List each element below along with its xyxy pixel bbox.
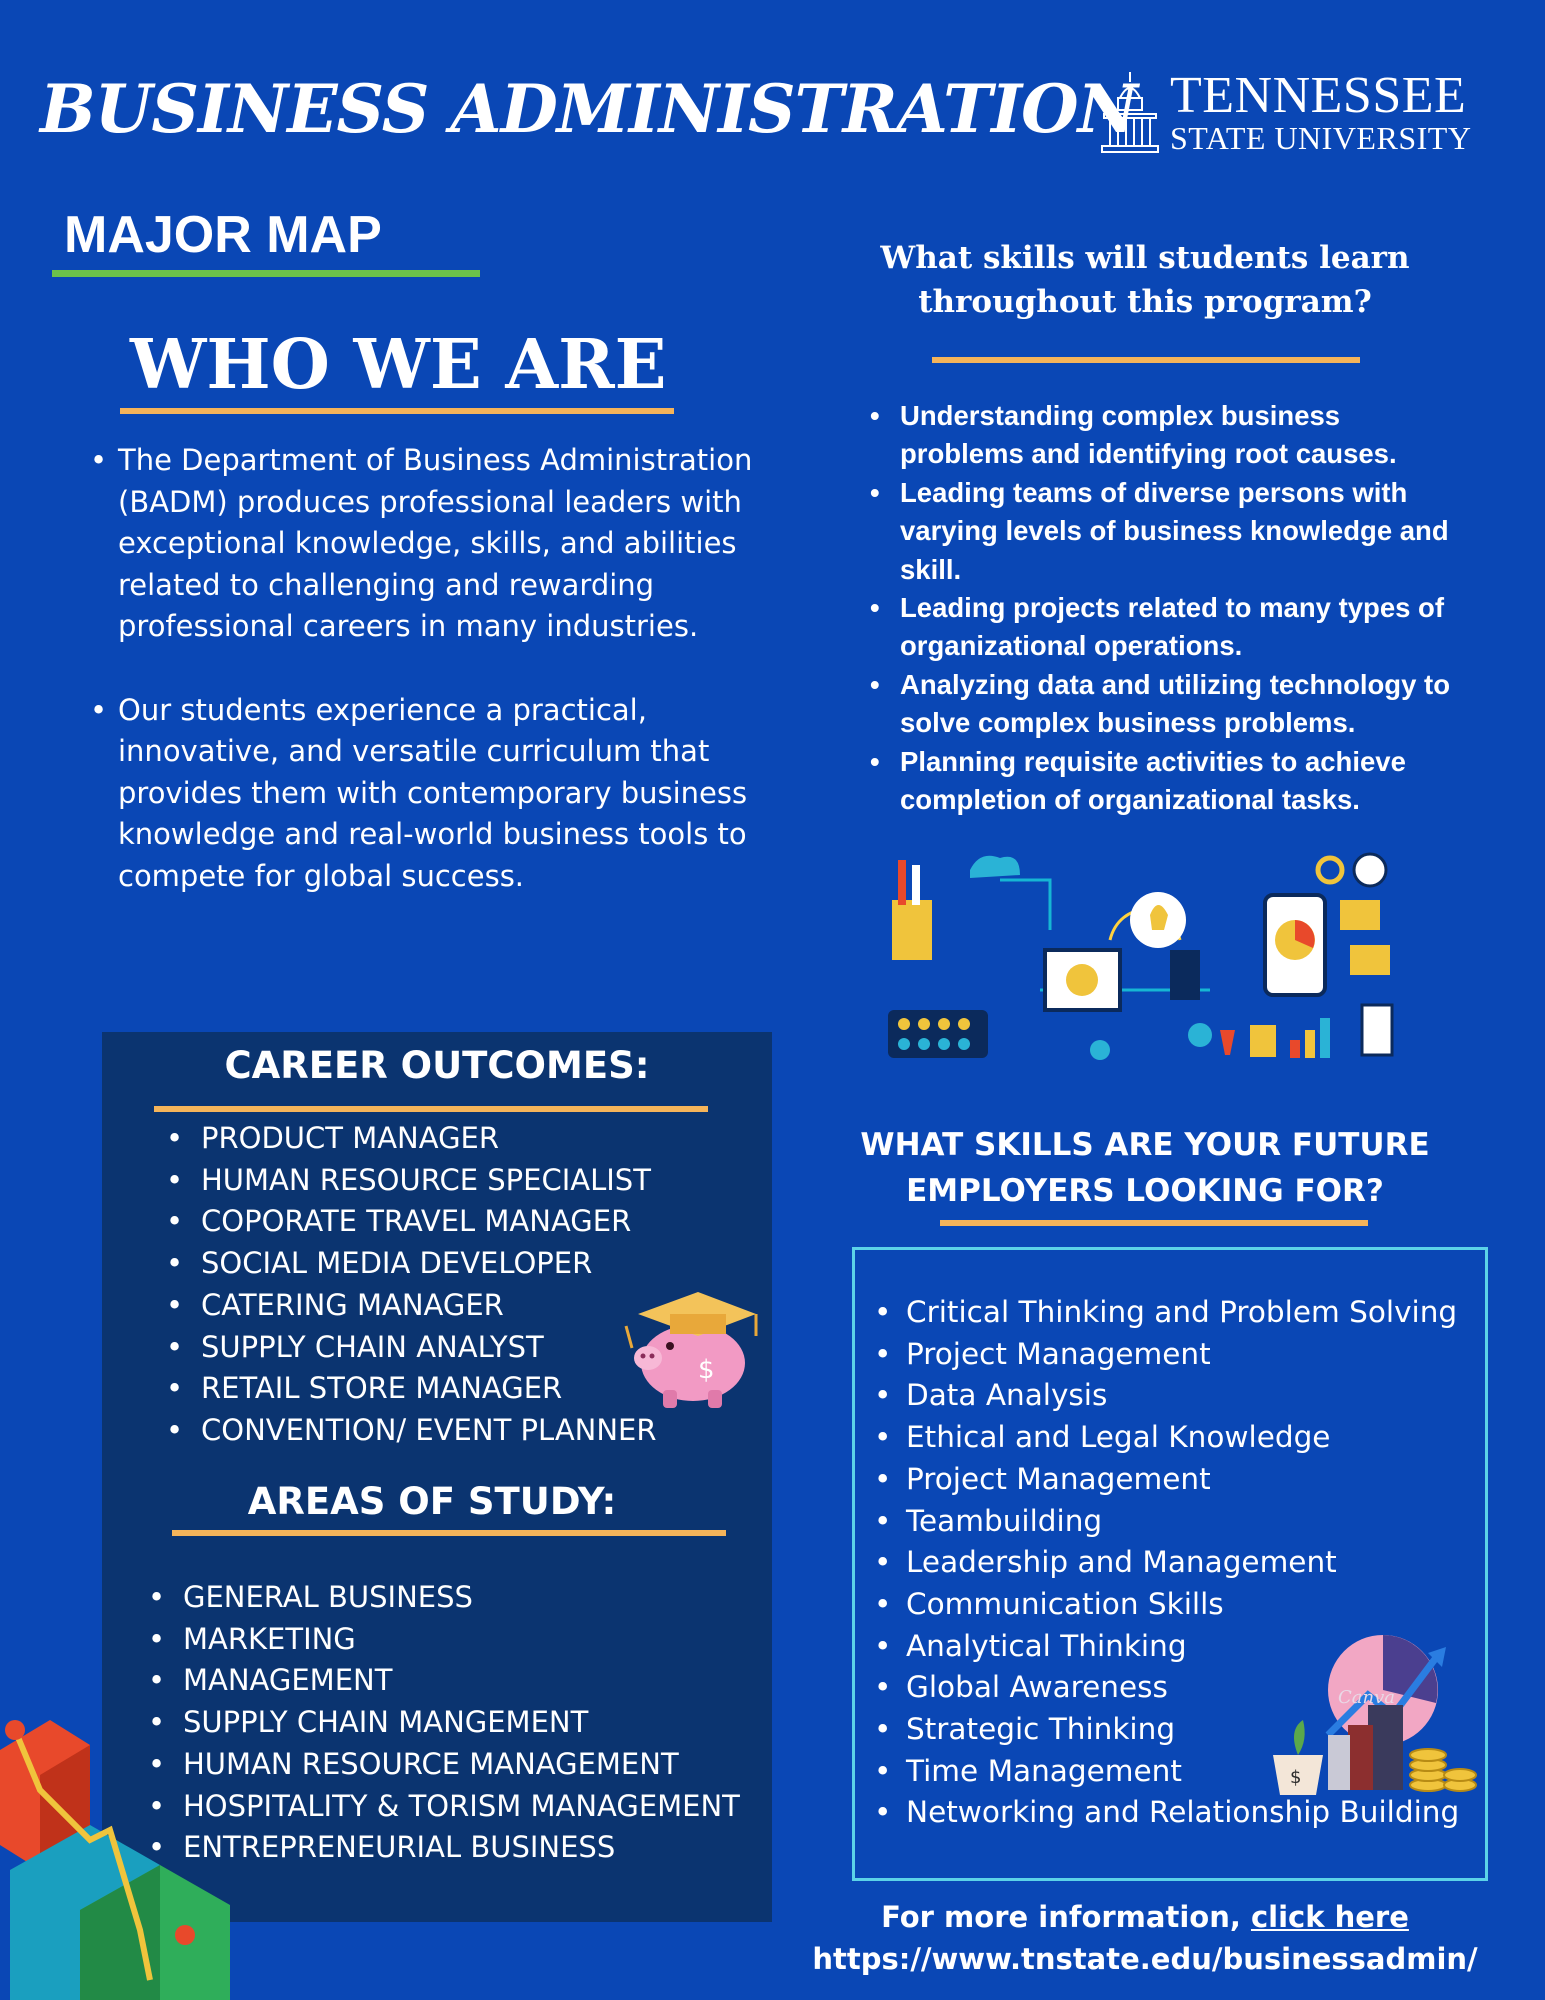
list-item: • Analytical Thinking bbox=[906, 1626, 1486, 1668]
list-item: • Time Management bbox=[906, 1751, 1486, 1793]
list-item: • Leading projects related to many types of organizational operations. bbox=[900, 589, 1460, 666]
career-outcomes-underline bbox=[154, 1106, 708, 1112]
list-item: • Communication Skills bbox=[906, 1584, 1486, 1626]
employer-skills-question-line-2: EMPLOYERS LOOKING FOR? bbox=[906, 1173, 1384, 1209]
list-item: • COPORATE TRAVEL MANAGER bbox=[201, 1201, 761, 1243]
areas-of-study-list bbox=[183, 1577, 783, 1869]
logo-line-1: TENNESSEE bbox=[1170, 67, 1467, 124]
who-we-are-list bbox=[118, 440, 758, 897]
list-item: • Strategic Thinking bbox=[906, 1709, 1486, 1751]
list-item: • HUMAN RESOURCE MANAGEMENT bbox=[183, 1744, 783, 1786]
list-item: • Understanding complex business problems and identifying root causes. bbox=[900, 397, 1460, 474]
career-outcomes-heading: CAREER OUTCOMES: bbox=[224, 1044, 650, 1087]
university-logo-icon bbox=[1098, 68, 1162, 154]
list-item: • Networking and Relationship Building bbox=[906, 1792, 1486, 1834]
list-item: • ENTREPRENEURIAL BUSINESS bbox=[183, 1827, 783, 1869]
list-item: • Data Analysis bbox=[906, 1375, 1486, 1417]
list-item: • Our students experience a practical, innovative, and versatile curriculum that provides them with contemporary business knowledge and real-world business tools to compete for global success. bbox=[118, 690, 758, 898]
footer-info-line bbox=[760, 1897, 1530, 1937]
svg-text:$: $ bbox=[1290, 1767, 1302, 1788]
list-item: • Planning requisite activities to achieve completion of organizational tasks. bbox=[900, 743, 1460, 820]
list-item: • SOCIAL MEDIA DEVELOPER bbox=[201, 1243, 761, 1285]
list-item: • Critical Thinking and Problem Solving bbox=[906, 1292, 1486, 1334]
svg-text:$: $ bbox=[698, 1355, 715, 1385]
list-item: • SUPPLY CHAIN MANGEMENT bbox=[183, 1702, 783, 1744]
list-item: • HUMAN RESOURCE SPECIALIST bbox=[201, 1160, 761, 1202]
piggy-bank-graduation-icon bbox=[618, 1278, 758, 1413]
program-skills-question-line-2: throughout this program? bbox=[918, 284, 1372, 320]
major-map-heading: MAJOR MAP bbox=[64, 206, 382, 264]
university-logo[interactable] bbox=[1098, 67, 1472, 158]
canva-watermark-text: Canva bbox=[1338, 1687, 1395, 1708]
list-item: • Leading teams of diverse persons with varying levels of business knowledge and skill. bbox=[900, 474, 1460, 589]
areas-of-study-underline bbox=[172, 1530, 726, 1536]
list-item: • CATERING MANAGER bbox=[201, 1285, 761, 1327]
employer-skills-underline bbox=[940, 1220, 1368, 1226]
click-here-link[interactable]: click here bbox=[1250, 1900, 1409, 1934]
program-skills-underline bbox=[932, 357, 1360, 363]
employer-skills-question bbox=[840, 1122, 1450, 1214]
list-item: • SUPPLY CHAIN ANALYST bbox=[201, 1327, 761, 1369]
page-title: BUSINESS ADMINISTRATION bbox=[40, 70, 1137, 148]
program-skills-question bbox=[860, 236, 1430, 324]
list-item: • Analyzing data and utilizing technology to solve complex business problems. bbox=[900, 666, 1460, 743]
footer-url[interactable]: https://www.tnstate.edu/businessadmin/ bbox=[812, 1942, 1478, 1976]
list-item: • CONVENTION/ EVENT PLANNER bbox=[201, 1410, 761, 1452]
list-item: • RETAIL STORE MANAGER bbox=[201, 1368, 761, 1410]
list-item: • The Department of Business Administration (BADM) produces professional leaders with exceptional knowledge, skills, and abilities related to challenging and rewarding professional careers in many industries. bbox=[118, 440, 758, 648]
list-item: • MARKETING bbox=[183, 1619, 783, 1661]
business-icons-illustration bbox=[880, 840, 1410, 1070]
list-item: • Ethical and Legal Knowledge bbox=[906, 1417, 1486, 1459]
footer-info-text: For more information, bbox=[881, 1900, 1251, 1934]
list-item: • Teambuilding bbox=[906, 1501, 1486, 1543]
list-item: • PRODUCT MANAGER bbox=[201, 1118, 761, 1160]
list-item: • Leadership and Management bbox=[906, 1542, 1486, 1584]
finance-growth-illustration bbox=[1268, 1625, 1478, 1800]
who-we-are-underline bbox=[120, 408, 674, 414]
list-item: • Project Management bbox=[906, 1459, 1486, 1501]
list-item: • Global Awareness bbox=[906, 1667, 1486, 1709]
list-item: • MANAGEMENT bbox=[183, 1660, 783, 1702]
list-item: • HOSPITALITY & TORISM MANAGEMENT bbox=[183, 1786, 783, 1828]
isometric-chart-decoration bbox=[0, 1700, 240, 2000]
who-we-are-heading: WHO WE ARE bbox=[130, 325, 667, 405]
areas-of-study-heading: AREAS OF STUDY: bbox=[247, 1480, 617, 1523]
logo-line-2: STATE UNIVERSITY bbox=[1170, 120, 1472, 156]
program-skills-list bbox=[900, 397, 1460, 819]
list-item: • Project Management bbox=[906, 1334, 1486, 1376]
employer-skills-question-line-1: WHAT SKILLS ARE YOUR FUTURE bbox=[860, 1127, 1430, 1163]
major-map-underline bbox=[52, 270, 480, 277]
list-item: • GENERAL BUSINESS bbox=[183, 1577, 783, 1619]
program-skills-question-line-1: What skills will students learn bbox=[880, 240, 1410, 276]
